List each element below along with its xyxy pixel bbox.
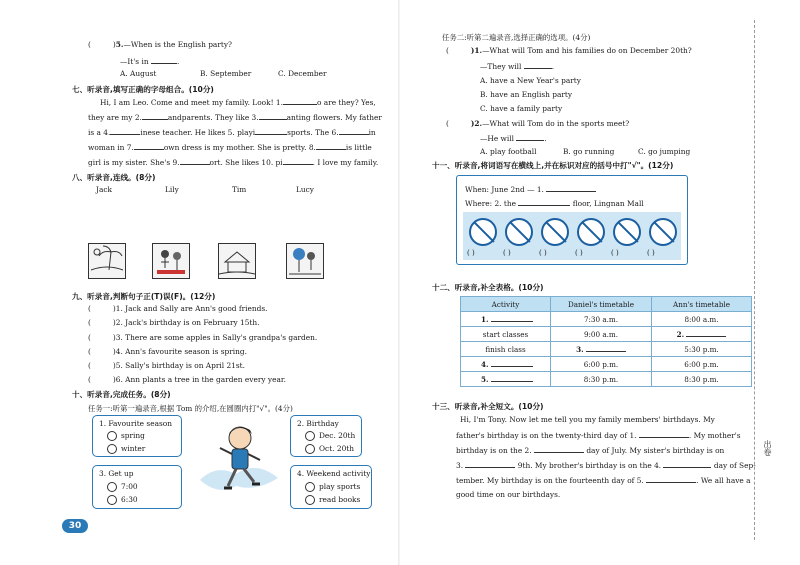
s8-name-jack: Jack	[96, 185, 112, 194]
q5-opt-a[interactable]: A. August	[120, 69, 157, 78]
table-row	[461, 342, 752, 357]
s10-box-4	[290, 465, 372, 509]
s10-box-1	[92, 415, 182, 457]
r-q2-text: —What will Tom do in the sports meet?	[482, 119, 630, 128]
check-circle[interactable]	[107, 431, 117, 441]
s9-text: )1. Jack and Sally are Ann's good friends.	[112, 304, 268, 313]
cell-blank[interactable]	[491, 359, 533, 367]
s13-blank-1[interactable]	[639, 430, 689, 438]
r-q2-blank[interactable]	[516, 133, 544, 141]
opt-text: read books	[319, 495, 361, 504]
s7-blank-6[interactable]	[339, 127, 369, 135]
th-activity: Activity	[461, 297, 551, 312]
s9-item-3[interactable]: ( )3. There are some apples in Sally's grandpa's garden.	[88, 333, 318, 342]
s7-line-4	[88, 142, 372, 152]
cell[interactable]	[461, 372, 551, 387]
picture-beach	[88, 243, 126, 279]
box4-title: 4. Weekend activity	[297, 469, 371, 478]
picture-house-garden	[218, 243, 256, 279]
s13-text: father's birthday is on the twenty-third day of 1.	[456, 431, 637, 440]
s7-text: in	[368, 128, 376, 137]
s7-blank-8[interactable]	[316, 142, 346, 150]
s13-text: . We all have a	[696, 476, 751, 485]
s11-box	[456, 175, 688, 265]
table-row	[461, 312, 752, 327]
umbrella-sign-icon	[649, 218, 677, 246]
s9-item-2[interactable]: ( )2. Jack's birthday is on February 15th.	[88, 318, 260, 327]
cell[interactable]	[551, 342, 652, 357]
box1-title: 1. Favourite season	[99, 419, 172, 428]
box1-opt1[interactable]	[107, 431, 145, 441]
s10-box-2	[290, 415, 362, 457]
s7-text: o are they? Yes,	[316, 98, 376, 107]
s9-item-1[interactable]: ( )1. Jack and Sally are Ann's good friends.	[88, 304, 268, 313]
r-q1-opt-c[interactable]: C. have a family party	[480, 104, 563, 113]
box4-opt2[interactable]	[305, 495, 360, 505]
r-q2-answer-text: —He will	[480, 134, 514, 143]
th-daniel: Daniel's timetable	[551, 297, 652, 312]
s13-text: tember. My birthday is on the fourteenth day of 5.	[456, 476, 644, 485]
s10-box-3	[92, 465, 182, 509]
s9-text: )3. There are some apples in Sally's grandpa's garden.	[112, 333, 318, 342]
s7-blank-5[interactable]	[255, 127, 287, 135]
r-q1-answer-text: —They will	[480, 62, 522, 71]
s13-line-6: good time on our birthdays.	[456, 490, 561, 499]
cell-num: 2.	[676, 330, 685, 339]
r-q1: ( )1.—What will Tom and his families do on December 20th?	[446, 46, 692, 55]
binding-line	[754, 20, 755, 540]
s7-text: Hi, I am Leo. Come and meet my family. Look! 1.	[100, 98, 283, 107]
r-q2-answer: —He will .	[480, 134, 547, 143]
s7-text: is little	[345, 143, 372, 152]
s13-line-5	[456, 475, 751, 485]
s13-line-2	[456, 430, 741, 440]
s9-item-4[interactable]: ( )4. Ann's favourite season is spring.	[88, 347, 248, 356]
no-car-sign-icon	[541, 218, 569, 246]
r-q2-opt-a[interactable]: A. play football	[480, 147, 537, 156]
q5-opt-c[interactable]: C. December	[278, 69, 327, 78]
r-q2-num: )2.	[470, 119, 483, 128]
cell: 8:00 a.m.	[652, 312, 752, 327]
picture-planting-tree	[286, 243, 324, 279]
s13-blank-5[interactable]	[646, 475, 696, 483]
r-q1-answer: —They will .	[480, 62, 555, 71]
timetable-header	[461, 297, 752, 312]
opt-text: winter	[121, 444, 146, 453]
cell-num: 3.	[576, 345, 584, 354]
s11-when-blank[interactable]	[546, 184, 596, 192]
table-row	[461, 327, 752, 342]
opt-text: 6:30	[121, 495, 138, 504]
r-q1-text: —What will Tom and his families do on December 20th?	[482, 46, 692, 55]
table-row	[461, 357, 752, 372]
margin-label: 出卷	[763, 440, 772, 456]
s13-line-3	[456, 445, 724, 455]
cell-blank[interactable]	[686, 329, 726, 337]
check-circle[interactable]	[305, 482, 315, 492]
s7-blank-4[interactable]	[110, 127, 140, 135]
cell-num: 5.	[481, 375, 489, 384]
r-q1-opt-a[interactable]: A. have a New Year's party	[480, 76, 581, 85]
s9-item-5[interactable]: ( )5. Sally's birthday is on April 21st.	[88, 361, 245, 370]
r-q2-opt-b[interactable]: B. go running	[563, 147, 615, 156]
s13-line-1: Hi, I'm Tony. Now let me tell you my family members' birthdays. My	[460, 415, 715, 424]
task2-title: 任务二:听第二遍录音,选择正确的选项。(4分)	[442, 33, 591, 42]
s11-when	[465, 184, 596, 194]
s7-text: . I love my family.	[312, 158, 379, 167]
s9-text: )6. Ann plants a tree in the garden every year.	[112, 375, 286, 384]
s7-blank-9[interactable]	[180, 157, 210, 165]
s7-line-5	[88, 157, 378, 167]
q5-answer-text: —It's in	[120, 57, 149, 66]
s11-paren-2[interactable]: ( )	[503, 249, 511, 257]
cell-blank[interactable]	[491, 374, 533, 382]
opt-text: play sports	[319, 482, 361, 491]
section-11-title: 十一、听录音,将词语写在横线上,并在标识对应的括号中打"√"。(12分)	[432, 161, 674, 170]
s13-line-4	[456, 460, 756, 470]
opt-text: Dec. 20th	[319, 431, 356, 440]
box2-opt1[interactable]	[305, 431, 355, 441]
cell-blank[interactable]	[491, 314, 533, 322]
q5-opt-b[interactable]: B. September	[200, 69, 252, 78]
s13-blank-4[interactable]	[663, 460, 711, 468]
th-ann: Ann's timetable	[652, 297, 752, 312]
s11-paren-6[interactable]: ( )	[647, 249, 655, 257]
r-q2-opt-c[interactable]: C. go jumping	[638, 147, 691, 156]
r-q1-num: )1.	[470, 46, 483, 55]
s7-line-1	[100, 97, 376, 107]
s13-blank-3[interactable]	[465, 460, 515, 468]
s7-text: sports. The 6.	[287, 128, 339, 137]
s13-text: day of Sep-	[713, 461, 756, 470]
r-q2: ( )2.—What will Tom do in the sports meet?	[446, 119, 630, 128]
cell: 7:30 a.m.	[551, 312, 652, 327]
no-crowd-sign-icon	[505, 218, 533, 246]
s7-text: andparents. They like 3.	[167, 113, 259, 122]
page-number: 30	[62, 519, 88, 533]
s11-paren-4[interactable]: ( )	[575, 249, 583, 257]
s7-blank-2[interactable]	[142, 112, 168, 120]
s13-text: birthday is on the 2.	[456, 446, 532, 455]
q5-answer: —It's in .	[120, 57, 180, 66]
box2-title: 2. Birthday	[297, 419, 339, 428]
box2-opt2[interactable]	[305, 444, 354, 454]
s9-text: )5. Sally's birthday is on April 21st.	[112, 361, 245, 370]
section-8-title: 八、听录音,连线。(8分)	[72, 173, 156, 182]
s7-text: girl is my sister. She's 9.	[88, 158, 180, 167]
s7-blank-1[interactable]	[283, 97, 317, 105]
s11-paren-3[interactable]: ( )	[539, 249, 547, 257]
cell: start classes	[461, 327, 551, 342]
check-circle[interactable]	[107, 495, 117, 505]
cell[interactable]	[652, 327, 752, 342]
check-circle[interactable]	[305, 431, 315, 441]
s9-item-6[interactable]: ( )6. Ann plants a tree in the garden every year.	[88, 375, 286, 384]
cell[interactable]	[461, 357, 551, 372]
cell: 8:30 p.m.	[652, 372, 752, 387]
cell: 5:30 p.m.	[652, 342, 752, 357]
s13-text: 9th. My brother's birthday is on the 4.	[517, 461, 662, 470]
no-walking-sign-icon	[577, 218, 605, 246]
table-row	[461, 372, 752, 387]
q5-blank[interactable]	[151, 56, 177, 64]
s11-where-blank[interactable]	[518, 198, 570, 206]
s7-text: ort. She likes 10. pi	[209, 158, 283, 167]
box3-opt1[interactable]	[107, 482, 138, 492]
section-10-title: 十、听录音,完成任务。(8分)	[72, 390, 171, 399]
s8-name-tim: Tim	[232, 185, 247, 194]
s13-text: . My mother's	[688, 431, 741, 440]
q5-line: ( )5.—When is the English party?	[88, 40, 232, 49]
s11-where-text: Where: 2. the	[465, 199, 516, 208]
check-circle[interactable]	[305, 444, 315, 454]
timetable	[460, 296, 752, 387]
section-9-title: 九、听录音,判断句子正(T)误(F)。(12分)	[72, 292, 216, 301]
cell: 6:00 p.m.	[652, 357, 752, 372]
s7-blank-3[interactable]	[259, 112, 287, 120]
right-page	[400, 0, 800, 565]
picture-kids-playing	[152, 243, 190, 279]
section-12-title: 十二、听录音,补全表格。(10分)	[432, 283, 544, 292]
cell-blank[interactable]	[586, 344, 626, 352]
r-q1-opt-b[interactable]: B. have an English party	[480, 90, 573, 99]
s7-text: is a 4.	[88, 128, 111, 137]
s13-text: 3.	[456, 461, 464, 470]
s7-text: woman in 7.	[88, 143, 134, 152]
s7-line-2	[88, 112, 382, 122]
no-skiing-sign-icon	[613, 218, 641, 246]
cell: 6:00 p.m.	[551, 357, 652, 372]
s7-text: own dress is my mother. She is pretty. 8.	[163, 143, 316, 152]
box3-opt2[interactable]	[107, 495, 138, 505]
box1-opt2[interactable]	[107, 444, 145, 454]
box4-opt1[interactable]	[305, 482, 360, 492]
cell[interactable]	[461, 312, 551, 327]
s7-text: they are my 2.	[88, 113, 142, 122]
s8-name-lily: Lily	[165, 185, 179, 194]
cell: 8:30 p.m.	[551, 372, 652, 387]
section-7-title: 七、听录音,填写正确的字母组合。(10分)	[72, 85, 214, 94]
s7-text: inese teacher. He likes 5. playi	[140, 128, 256, 137]
opt-text: Oct. 20th	[319, 444, 355, 453]
s11-where	[465, 198, 644, 208]
cell: 9:00 a.m.	[551, 327, 652, 342]
check-circle[interactable]	[107, 444, 117, 454]
s13-text: day of July. My sister's birthday is on	[586, 446, 725, 455]
s9-text: )4. Ann's favourite season is spring.	[112, 347, 248, 356]
s8-name-lucy: Lucy	[296, 185, 314, 194]
s11-where-tail: floor, Lingnan Mall	[572, 199, 644, 208]
q5-num: 5.	[115, 40, 124, 49]
cell: finish class	[461, 342, 551, 357]
section-13-title: 十三、听录音,补全短文。(10分)	[432, 402, 544, 411]
s9-text: )2. Jack's birthday is on February 15th.	[112, 318, 260, 327]
running-boy-illustration	[196, 420, 282, 504]
check-circle[interactable]	[305, 495, 315, 505]
no-swimming-sign-icon	[469, 218, 497, 246]
q5-question: —When is the English party?	[123, 40, 232, 49]
s10-task1: 任务一:听第一遍录音,根据 Tom 的介绍,在圆圈内打"√"。(4分)	[88, 404, 293, 413]
box3-title: 3. Get up	[99, 469, 134, 478]
r-q1-blank[interactable]	[524, 61, 552, 69]
s7-blank-10[interactable]	[283, 157, 313, 165]
opt-text: 7:00	[121, 482, 138, 491]
check-circle[interactable]	[107, 482, 117, 492]
s11-paren-1[interactable]: ( )	[467, 249, 475, 257]
s11-when-text: When: June 2nd — 1.	[465, 185, 544, 194]
cell-num: 4.	[481, 360, 489, 369]
opt-text: spring	[121, 431, 145, 440]
s7-blank-7[interactable]	[134, 142, 164, 150]
cell-num: 1.	[481, 315, 489, 324]
s7-line-3	[88, 127, 376, 137]
s13-blank-2[interactable]	[534, 445, 584, 453]
s7-text: anting flowers. My father	[286, 113, 382, 122]
s11-paren-5[interactable]: ( )	[611, 249, 619, 257]
